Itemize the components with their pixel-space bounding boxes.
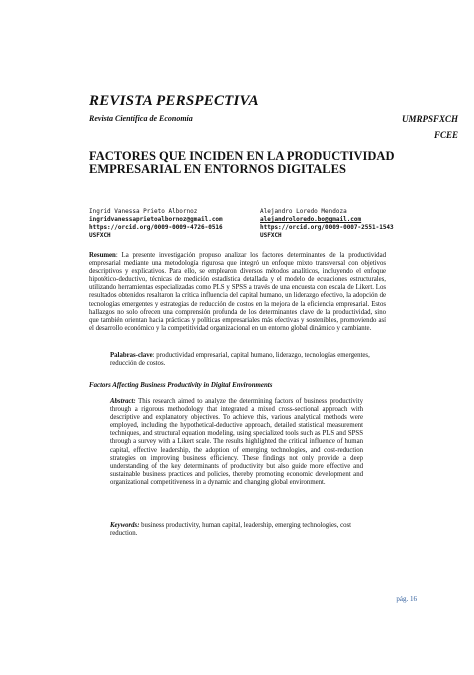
author-email-link[interactable]: alejandroloredo.bo@gmail.com (260, 216, 362, 223)
author-email-link[interactable]: ingridvanessaprietoalbornoz@gmail.com (89, 216, 223, 223)
journal-subtitle: Revista Científica de Economía (89, 114, 193, 123)
page-number: pág. 16 (396, 595, 417, 603)
author-name: Alejandro Loredo Mendoza (260, 208, 347, 215)
english-title: Factors Affecting Business Productivity in Digital Environments (89, 382, 273, 389)
article-title: FACTORES QUE INCIDEN EN LA PRODUCTIVIDAD EMPRESARIAL EN ENTORNOS DIGITALES (89, 149, 395, 176)
author-1 (89, 208, 254, 240)
abstract-label: Abstract: (110, 398, 136, 405)
keywords-text: business productivity, human capital, leadership, emerging technologies, cost reduction. (110, 522, 352, 538)
keywords-label: Keywords: (110, 522, 140, 529)
abstract-english (110, 398, 363, 487)
author-orcid-link[interactable]: https://orcid.org/0009-0009-4726-0516 (89, 224, 223, 231)
author-name: Ingrid Vanessa Prieto Albornoz (89, 208, 198, 215)
abstract-text: : La presente investigación propuso analizar los factores determinantes de la productividad empresarial mediante una metodología rigurosa que integró un enfoque mixto transversal con objetivos descriptivos y explicativos. Para ello, se emplearon diversos métodos analíticos, incluyendo el enfoque hipotético-deductivo, técnicas de medición estadística detallada y el modelo de ecuaciones estructurales, utilizando herramientas especializadas como PLS y SPSS a través de una encuesta con escala de Likert. Los resultados obtenidos resaltaron la crítica influencia del capital humano, un liderazgo efectivo, la adopción de tecnologías emergentes y estrategias de reducción de costos en la mejora de la eficiencia empresarial. Estos hallazgos no solo ofrecen una comprensión profunda de los determinantes clave de la productividad, sino que también orientan hacia prácticas y políticas empresariales más efectivas y sostenibles, promoviendo así el desarrollo económico y la competitividad organizacional en un entorno global dinámico y cambiante. (89, 252, 386, 332)
abstract-spanish (89, 252, 386, 333)
abstract-label: Resumen (89, 252, 116, 259)
institution-code: UMRPSFXCH (401, 114, 458, 124)
author-affiliation: USFXCH (260, 232, 282, 239)
author-affiliation: USFXCH (89, 232, 111, 239)
keywords-spanish (110, 352, 386, 368)
abstract-text: This research aimed to analyze the determining factors of business productivity through a rigorous methodology that integrated a mixed cross-sectional approach with descriptive and explanatory objectives. To achieve this, various analytical methods were employed, including the hypothetical-deductive approach, detailed statistical measurement techniques, and structural equation modeling, using specialized tools such as PLS and SPSS through a survey with a Likert scale. The results highlighted the critical influence of human capital, effective leadership, the adoption of emerging technologies, and cost-reduction strategies on improving business efficiency. These findings not only provide a deep understanding of the key determinants of productivity but also guide more effective and sustainable business practices and policies, thereby promoting economic development and organizational competitiveness in a dynamic and changing global environment. (110, 398, 363, 486)
keywords-text: : productividad empresarial, capital humano, liderazgo, tecnologías emergentes, reducción de costos. (110, 352, 370, 368)
faculty-code: FCEE (433, 130, 458, 140)
keywords-english (110, 522, 363, 538)
journal-title: REVISTA PERSPECTIVA (89, 93, 259, 109)
author-2 (260, 208, 400, 240)
author-orcid-link[interactable]: https://orcid.org/0009-0007-2551-1543 (260, 224, 394, 231)
keywords-label: Palabras-clave (110, 352, 153, 359)
